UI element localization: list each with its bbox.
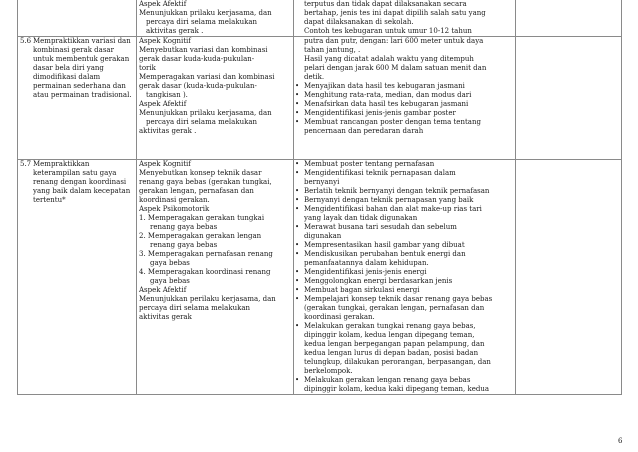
indicator-line: gerak dasar (kuda-kuda-pukulan-	[139, 82, 257, 90]
activity-line: digunakan	[304, 232, 342, 240]
indicator-line: Aspek Kognitif	[139, 160, 191, 168]
indicator-line: Menyebutkan variasi dan kombinasi	[139, 46, 268, 54]
indicator-line: percaya diri selama melakukan	[139, 304, 250, 312]
indicator-line: gaya bebas	[150, 259, 190, 267]
competency-line: dimodifikasi dalam	[33, 73, 101, 81]
activity-item: • Melakukan gerakan tungkai renang gaya bebas,	[296, 322, 513, 331]
competency-cell	[18, 37, 137, 160]
competency-block	[20, 160, 134, 205]
activity-item: • Menafsirkan data hasil tes kebugaran jasmani	[296, 100, 513, 109]
activity-item: • Mempelajari konsep teknik dasar renang gaya bebas	[296, 295, 513, 304]
indicator-line: Aspek Kognitif	[139, 37, 191, 45]
activity-line: putra dan putr, dengan: lari 600 meter untuk daya	[304, 37, 484, 45]
competency-line: Mempraktikkan	[33, 160, 90, 168]
activity-item: • Mempresentasikan hasil gambar yang dibuat	[296, 241, 513, 250]
empty-cell	[516, 0, 622, 37]
indicator-line: percaya diri selama melakukan	[146, 118, 257, 126]
competency-cell	[18, 160, 137, 395]
activity-cell	[294, 0, 516, 37]
competency-line: yang baik dalam kecepatan	[33, 187, 131, 195]
competency-line: permainan sederhana dan	[33, 82, 126, 90]
table-row	[18, 160, 622, 395]
competency-cell	[18, 0, 137, 37]
indicator-line: Menunjukkan prilaku kerjasama, dan	[139, 9, 272, 17]
competency-line: dasar bela diri yang	[33, 64, 104, 72]
activity-list	[296, 0, 513, 36]
activity-line: berkelompok.	[304, 367, 353, 375]
indicator-cell	[137, 0, 294, 37]
activity-item: • Membuat poster tentang pernafasan	[296, 160, 513, 169]
competency-line: tertentu*	[33, 196, 66, 204]
indicator-line: aktivitas gerak .	[146, 27, 204, 35]
indicator-line: koordinasi gerakan.	[139, 196, 210, 204]
activity-item: • Mendiskusikan perubahan bentuk energi dan	[296, 250, 513, 259]
indicator-line: Menyebutkan konsep teknik dasar	[139, 169, 262, 177]
indicator-line: Menunjukkan prilaku kerjasama, dan	[139, 109, 272, 117]
activity-line: koordinasi gerakan.	[304, 313, 375, 321]
activity-line: (gerakan tungkai, gerakan lengan, pernafasan dan	[304, 304, 485, 312]
indicator-line: Memperagakan variasi dan kombinasi	[139, 73, 275, 81]
indicator-line: 1. Memperagakan gerakan tungkai	[139, 214, 265, 222]
activity-line: kedua lengan lurus di depan badan, posisi badan	[304, 349, 479, 357]
indicator-line: 4. Memperagakan koordinasi renang	[139, 268, 271, 276]
activity-item: • Melakukan gerakan lengan renang gaya bebas	[296, 376, 513, 385]
indicator-line: 3. Memperagakan pernafasan renang	[139, 250, 273, 258]
competency-text	[33, 37, 132, 100]
indicator-line: torik	[139, 64, 156, 72]
indicator-line: gaya bebas	[150, 277, 190, 285]
competency-text	[33, 160, 130, 205]
competency-line: renang dengan koordinasi	[33, 178, 127, 186]
activity-line: kedua lengan berpegangan papan pelampung, dan	[304, 340, 485, 348]
indicator-line: tangkisan ).	[146, 91, 188, 99]
activity-line: yang layak dan tidak digunakan	[304, 214, 418, 222]
indicator-line: percaya diri selama melakukan	[146, 18, 257, 26]
indicator-line: aktivitas gerak	[139, 313, 192, 321]
activity-line: bernyanyi	[304, 178, 340, 186]
competency-line: untuk membentuk gerakan	[33, 55, 130, 63]
activity-line: bertahap, jenis tes ini dapat dipilih salah satu yang	[304, 9, 486, 17]
activity-line: pelari dengan jarak 600 M dalam satuan menit dan	[304, 64, 487, 72]
activity-line: detik.	[304, 73, 325, 81]
table-row	[18, 0, 622, 37]
activity-line: Contoh tes kebugaran untuk umur 10-12 tahun	[304, 27, 472, 35]
indicator-line: renang gaya bebas	[150, 223, 218, 231]
competency-line: atau permainan tradisional.	[33, 91, 132, 99]
competency-number: 5.6	[20, 37, 32, 45]
activity-item: • Mengidentifikasi teknik pernapasan dalam	[296, 169, 513, 178]
activity-item: • Mengidentifikasi jenis-jenis gambar poster	[296, 109, 513, 118]
empty-cell	[516, 37, 622, 160]
competency-block	[20, 37, 134, 100]
activity-cell	[294, 160, 516, 395]
indicator-line: Aspek Afektif	[139, 100, 187, 108]
activity-item: • Merawat busana tari sesudah dan sebelum	[296, 223, 513, 232]
indicator-line: Menunjukkan perilaku kerjasama, dan	[139, 295, 276, 303]
indicator-line: 2. Memperagakan gerakan lengan	[139, 232, 262, 240]
indicator-cell	[137, 160, 294, 395]
indicator-line: gerak dasar kuda-kuda-pukulan-	[139, 55, 255, 63]
activity-list	[296, 37, 513, 136]
table-row	[18, 37, 622, 160]
indicator-line: aktivitas gerak .	[139, 127, 197, 135]
indicator-line: renang gaya bebas	[150, 241, 218, 249]
activity-item: • Mengidentifikasi jenis-jenis energi	[296, 268, 513, 277]
activity-cell	[294, 37, 516, 160]
lesson-plan-table	[17, 0, 622, 395]
activity-line: dipinggir kolam, kedua kaki dipegang teman, kedua	[304, 385, 490, 393]
activity-item: • Bernyanyi dengan teknik pernapasan yang baik	[296, 196, 513, 205]
activity-line: dapat dilaksanakan di sekolah.	[304, 18, 414, 26]
activity-line: telungkup, dilakukan perorangan, berpasangan, dan	[304, 358, 491, 366]
activity-list	[296, 160, 513, 394]
activity-item: • Menggolongkan energi berdasarkan jenis	[296, 277, 513, 286]
activity-line: dipinggir kolam, kedua lengan dipegang teman,	[304, 331, 475, 339]
activity-item: • Membuat rancangan poster dengan tema tentang	[296, 118, 513, 127]
indicator-line: gerakan lengan, pernafasan dan	[139, 187, 254, 195]
indicator-line: Aspek Afektif	[139, 286, 187, 294]
competency-number: 5.7	[20, 160, 32, 168]
competency-line: Mempraktikkan variasi dan	[33, 37, 131, 45]
indicator-line: Aspek Psikomotorik	[139, 205, 210, 213]
indicator-cell	[137, 37, 294, 160]
activity-item: • Menyajikan data hasil tes kebugaran jasmani	[296, 82, 513, 91]
activity-item: • Berlatih teknik bernyanyi dengan teknik pernafasan	[296, 187, 513, 196]
activity-item: • Menghitung rata-rata, median, dan modus dari	[296, 91, 513, 100]
competency-line: kombinasi gerak dasar	[33, 46, 114, 54]
activity-line: pemanfaatannya dalam kehidupan.	[304, 259, 429, 267]
indicator-line: Aspek Afektif	[139, 0, 187, 8]
empty-cell	[516, 160, 622, 395]
activity-line: pencernaan dan peredaran darah	[304, 127, 424, 135]
activity-item: • Mengidentifikasi bahan dan alat make-up rias tari	[296, 205, 513, 214]
activity-line: terputus dan tidak dapat dilaksanakan secara	[304, 0, 467, 8]
page-number: 6	[618, 437, 623, 445]
activity-line: tahan jantung, .	[304, 46, 361, 54]
competency-line: keterampilan satu gaya	[33, 169, 117, 177]
indicator-line: renang gaya bebas (gerakan tungkai,	[139, 178, 272, 186]
activity-line: Hasil yang dicatat adalah waktu yang ditempuh	[304, 55, 474, 63]
activity-item: • Membuat bagan sirkulasi energi	[296, 286, 513, 295]
